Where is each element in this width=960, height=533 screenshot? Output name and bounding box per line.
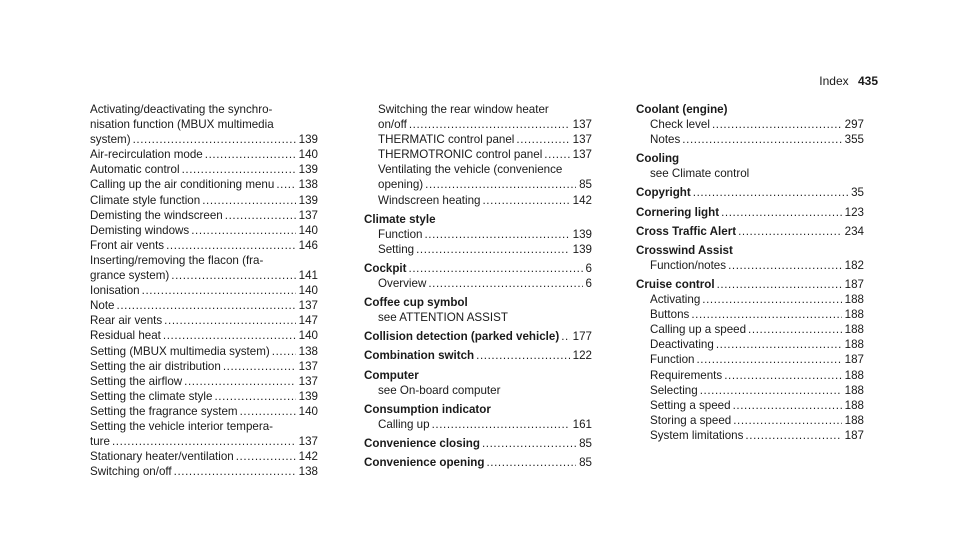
entry-label: Function bbox=[378, 227, 423, 241]
leader-dots bbox=[721, 205, 842, 220]
entry-label: ture bbox=[90, 435, 110, 449]
leader-dots bbox=[702, 292, 841, 307]
index-heading-entry bbox=[364, 261, 592, 276]
entry-label: Selecting bbox=[650, 383, 698, 397]
entry-page-number: 140 bbox=[298, 284, 318, 298]
entry-label: Calling up the air conditioning menu bbox=[90, 178, 275, 192]
entry-label: Setting the climate style bbox=[90, 389, 213, 403]
index-column-2 bbox=[364, 102, 592, 470]
leader-dots bbox=[236, 449, 296, 464]
index-text: see ATTENTION ASSIST bbox=[378, 311, 508, 325]
leader-dots bbox=[561, 329, 569, 344]
leader-dots bbox=[133, 132, 296, 147]
entry-page-number: 147 bbox=[298, 314, 318, 328]
index-entry bbox=[90, 193, 318, 208]
entry-page-number: 188 bbox=[844, 383, 864, 397]
entry-label: Calling up a speed bbox=[650, 323, 747, 337]
leader-dots bbox=[691, 307, 841, 322]
entry-label: Function/notes bbox=[650, 258, 727, 272]
leader-dots bbox=[486, 455, 576, 470]
index-heading: Coolant (engine) bbox=[636, 103, 728, 116]
entry-page-number: 188 bbox=[844, 293, 864, 307]
entry-page-number: 137 bbox=[298, 359, 318, 373]
entry-page-number: 141 bbox=[298, 269, 318, 283]
entry-label: Automatic control bbox=[90, 163, 180, 177]
index-entry bbox=[636, 368, 864, 383]
leader-dots bbox=[409, 261, 583, 276]
leader-dots bbox=[696, 352, 841, 367]
entry-label: Setting (MBUX multimedia system) bbox=[90, 344, 270, 358]
entry-page-number: 137 bbox=[298, 435, 318, 449]
index-entry bbox=[636, 337, 864, 352]
index-entry bbox=[90, 223, 318, 238]
leader-dots bbox=[700, 383, 842, 398]
entry-page-number: 137 bbox=[298, 374, 318, 388]
index-column-1 bbox=[90, 102, 318, 479]
entry-label: opening) bbox=[378, 178, 424, 192]
index-entry bbox=[90, 359, 318, 374]
entry-page-number: 138 bbox=[298, 178, 318, 192]
index-entry bbox=[90, 374, 318, 389]
entry-page-number: 187 bbox=[844, 428, 864, 442]
leader-dots bbox=[409, 117, 570, 132]
entry-page-number: 355 bbox=[844, 133, 864, 147]
entry-page-number: 140 bbox=[298, 223, 318, 237]
index-entry bbox=[90, 268, 318, 283]
index-text: Ventilating the vehicle (convenience bbox=[378, 163, 563, 177]
entry-label: Note bbox=[90, 299, 115, 313]
index-entry bbox=[90, 132, 318, 147]
entry-page-number: 6 bbox=[585, 261, 592, 275]
index-heading: Coffee cup symbol bbox=[364, 296, 468, 310]
entry-label: Function bbox=[650, 353, 695, 367]
index-column-3 bbox=[636, 102, 864, 443]
index-entry bbox=[90, 283, 318, 298]
entry-label: grance system) bbox=[90, 269, 170, 283]
index-heading: Consumption indicator bbox=[364, 402, 491, 416]
index-text: Setting the vehicle interior tempera- bbox=[90, 419, 274, 433]
entry-page-number: 161 bbox=[572, 417, 592, 431]
entry-label: Combination switch bbox=[364, 349, 475, 363]
index-text: nisation function (MBUX multimedia bbox=[90, 118, 274, 132]
index-text: Inserting/removing the flacon (fra- bbox=[90, 253, 264, 267]
entry-label: Air-recirculation mode bbox=[90, 148, 203, 162]
leader-dots bbox=[184, 374, 296, 389]
entry-label: Setting the air distribution bbox=[90, 359, 221, 373]
index-entry bbox=[90, 404, 318, 419]
leader-dots bbox=[425, 177, 576, 192]
index-text: Switching the rear window heater bbox=[378, 103, 549, 116]
entry-label: Climate style function bbox=[90, 193, 201, 207]
leader-dots bbox=[214, 389, 295, 404]
entry-page-number: 297 bbox=[844, 118, 864, 132]
entry-label: System limitations bbox=[650, 428, 744, 442]
index-entry bbox=[90, 464, 318, 479]
index-entry bbox=[364, 193, 592, 208]
leader-dots bbox=[163, 328, 296, 343]
entry-label: Copyright bbox=[636, 186, 691, 200]
leader-dots bbox=[745, 428, 841, 443]
index-heading-entry bbox=[636, 277, 864, 292]
index-entry bbox=[90, 177, 318, 192]
leader-dots bbox=[516, 132, 569, 147]
leader-dots bbox=[174, 464, 296, 479]
index-entry bbox=[636, 292, 864, 307]
entry-label: Cornering light bbox=[636, 205, 720, 219]
leader-dots bbox=[276, 177, 295, 192]
entry-label: system) bbox=[90, 133, 131, 147]
entry-label: Windscreen heating bbox=[378, 193, 481, 207]
entry-page-number: 140 bbox=[298, 404, 318, 418]
entry-page-number: 138 bbox=[298, 344, 318, 358]
index-heading-entry bbox=[364, 348, 592, 363]
index-entry bbox=[364, 227, 592, 242]
index-entry bbox=[90, 298, 318, 313]
entry-page-number: 187 bbox=[844, 353, 864, 367]
leader-dots bbox=[693, 185, 848, 200]
entry-label: Requirements bbox=[650, 368, 723, 382]
index-entry bbox=[90, 328, 318, 343]
leader-dots bbox=[682, 132, 841, 147]
entry-page-number: 137 bbox=[298, 299, 318, 313]
index-entry bbox=[90, 434, 318, 449]
entry-label: Activating bbox=[650, 293, 701, 307]
entry-page-number: 6 bbox=[585, 277, 592, 291]
entry-label: Setting the airflow bbox=[90, 374, 183, 388]
leader-dots bbox=[733, 398, 842, 413]
index-text: Activating/deactivating the synchro- bbox=[90, 103, 273, 116]
entry-label: Cruise control bbox=[636, 277, 715, 291]
entry-label: Collision detection (parked vehicle) bbox=[364, 330, 560, 344]
leader-dots bbox=[171, 268, 295, 283]
leader-dots bbox=[476, 348, 570, 363]
entry-label: Check level bbox=[650, 118, 710, 132]
entry-page-number: 85 bbox=[579, 436, 592, 450]
entry-label: Overview bbox=[378, 277, 427, 291]
index-entry bbox=[90, 238, 318, 253]
index-entry bbox=[636, 322, 864, 337]
leader-dots bbox=[733, 413, 841, 428]
page-number: 435 bbox=[857, 74, 878, 88]
leader-dots bbox=[223, 359, 296, 374]
entry-label: Residual heat bbox=[90, 329, 161, 343]
leader-dots bbox=[117, 298, 296, 313]
leader-dots bbox=[728, 258, 842, 273]
entry-label: Cockpit bbox=[364, 261, 407, 275]
index-heading: Computer bbox=[364, 368, 419, 382]
entry-page-number: 139 bbox=[572, 242, 592, 256]
entry-page-number: 85 bbox=[579, 455, 592, 469]
index-entry bbox=[636, 258, 864, 273]
entry-page-number: 188 bbox=[844, 398, 864, 412]
entry-page-number: 137 bbox=[572, 118, 592, 132]
entry-label: Storing a speed bbox=[650, 413, 732, 427]
index-entry bbox=[636, 383, 864, 398]
index-entry bbox=[364, 276, 592, 291]
entry-page-number: 139 bbox=[298, 389, 318, 403]
entry-label: Rear air vents bbox=[90, 314, 163, 328]
index-heading-entry bbox=[636, 185, 864, 200]
leader-dots bbox=[716, 337, 842, 352]
index-heading-entry bbox=[364, 329, 592, 344]
entry-label: Ionisation bbox=[90, 284, 140, 298]
entry-page-number: 188 bbox=[844, 323, 864, 337]
entry-label: Setting the fragrance system bbox=[90, 404, 238, 418]
leader-dots bbox=[724, 368, 841, 383]
entry-label: on/off bbox=[378, 118, 407, 132]
entry-page-number: 142 bbox=[572, 193, 592, 207]
entry-label: Stationary heater/ventilation bbox=[90, 450, 234, 464]
index-entry bbox=[364, 147, 592, 162]
index-heading: Cooling bbox=[636, 152, 680, 166]
index-entry bbox=[90, 162, 318, 177]
index-entry bbox=[90, 389, 318, 404]
leader-dots bbox=[202, 193, 295, 208]
entry-page-number: 123 bbox=[844, 205, 864, 219]
leader-dots bbox=[738, 224, 842, 239]
leader-dots bbox=[164, 313, 295, 328]
entry-page-number: 137 bbox=[572, 133, 592, 147]
entry-page-number: 140 bbox=[298, 148, 318, 162]
entry-label: Setting a speed bbox=[650, 398, 731, 412]
entry-page-number: 139 bbox=[298, 163, 318, 177]
leader-dots bbox=[416, 242, 570, 257]
entry-page-number: 139 bbox=[298, 133, 318, 147]
leader-dots bbox=[272, 344, 296, 359]
leader-dots bbox=[712, 117, 842, 132]
leader-dots bbox=[482, 193, 569, 208]
entry-label: Cross Traffic Alert bbox=[636, 224, 737, 238]
index-entry bbox=[364, 132, 592, 147]
entry-label: THERMATIC control panel bbox=[378, 133, 515, 147]
entry-page-number: 142 bbox=[298, 450, 318, 464]
index-entry bbox=[636, 398, 864, 413]
index-entry bbox=[90, 449, 318, 464]
index-heading-entry bbox=[636, 224, 864, 239]
index-heading-entry bbox=[636, 205, 864, 220]
leader-dots bbox=[748, 322, 842, 337]
entry-page-number: 139 bbox=[572, 227, 592, 241]
index-entry bbox=[90, 147, 318, 162]
entry-label: Demisting the windscreen bbox=[90, 208, 223, 222]
entry-page-number: 146 bbox=[298, 238, 318, 252]
index-heading: Crosswind Assist bbox=[636, 243, 733, 257]
leader-dots bbox=[205, 147, 296, 162]
leader-dots bbox=[191, 223, 295, 238]
index-heading: Climate style bbox=[364, 212, 436, 226]
entry-page-number: 234 bbox=[844, 224, 864, 238]
entry-page-number: 188 bbox=[844, 308, 864, 322]
leader-dots bbox=[428, 276, 582, 291]
leader-dots bbox=[112, 434, 296, 449]
index-entry bbox=[364, 117, 592, 132]
entry-label: Front air vents bbox=[90, 238, 165, 252]
entry-label: Convenience opening bbox=[364, 455, 485, 469]
index-entry bbox=[636, 307, 864, 322]
leader-dots bbox=[142, 283, 296, 298]
entry-page-number: 35 bbox=[851, 186, 864, 200]
entry-page-number: 182 bbox=[844, 258, 864, 272]
index-heading-entry bbox=[364, 455, 592, 470]
entry-label: Demisting windows bbox=[90, 223, 190, 237]
entry-label: THERMOTRONIC control panel bbox=[378, 148, 543, 162]
entry-page-number: 137 bbox=[298, 208, 318, 222]
index-entry bbox=[636, 352, 864, 367]
leader-dots bbox=[717, 277, 842, 292]
index-entry bbox=[364, 417, 592, 432]
page-header bbox=[819, 74, 878, 88]
leader-dots bbox=[225, 208, 296, 223]
entry-label: Switching on/off bbox=[90, 465, 172, 479]
index-entry bbox=[636, 117, 864, 132]
leader-dots bbox=[544, 147, 569, 162]
entry-page-number: 188 bbox=[844, 338, 864, 352]
leader-dots bbox=[482, 436, 576, 451]
entry-page-number: 137 bbox=[572, 148, 592, 162]
index-entry bbox=[90, 313, 318, 328]
index-entry bbox=[636, 413, 864, 428]
entry-label: Notes bbox=[650, 133, 681, 147]
entry-label: Calling up bbox=[378, 417, 430, 431]
entry-label: Setting bbox=[378, 242, 415, 256]
index-text: see On-board computer bbox=[378, 383, 501, 397]
index-entry bbox=[90, 208, 318, 223]
index-entry bbox=[364, 177, 592, 192]
entry-label: Deactivating bbox=[650, 338, 714, 352]
leader-dots bbox=[182, 162, 296, 177]
entry-page-number: 188 bbox=[844, 368, 864, 382]
entry-page-number: 140 bbox=[298, 329, 318, 343]
header-title: Index bbox=[819, 74, 849, 88]
entry-page-number: 122 bbox=[572, 349, 592, 363]
entry-page-number: 177 bbox=[572, 330, 592, 344]
index-text: see Climate control bbox=[650, 167, 750, 181]
leader-dots bbox=[424, 227, 569, 242]
index-entry bbox=[364, 242, 592, 257]
index-entry bbox=[636, 132, 864, 147]
index-entry bbox=[636, 428, 864, 443]
index-heading-entry bbox=[364, 436, 592, 451]
entry-page-number: 138 bbox=[298, 465, 318, 479]
leader-dots bbox=[166, 238, 296, 253]
entry-label: Buttons bbox=[650, 308, 690, 322]
entry-page-number: 85 bbox=[579, 178, 592, 192]
leader-dots bbox=[240, 404, 296, 419]
entry-page-number: 188 bbox=[844, 413, 864, 427]
index-entry bbox=[90, 344, 318, 359]
entry-page-number: 139 bbox=[298, 193, 318, 207]
entry-page-number: 187 bbox=[844, 277, 864, 291]
entry-label: Convenience closing bbox=[364, 436, 480, 450]
leader-dots bbox=[432, 417, 570, 432]
